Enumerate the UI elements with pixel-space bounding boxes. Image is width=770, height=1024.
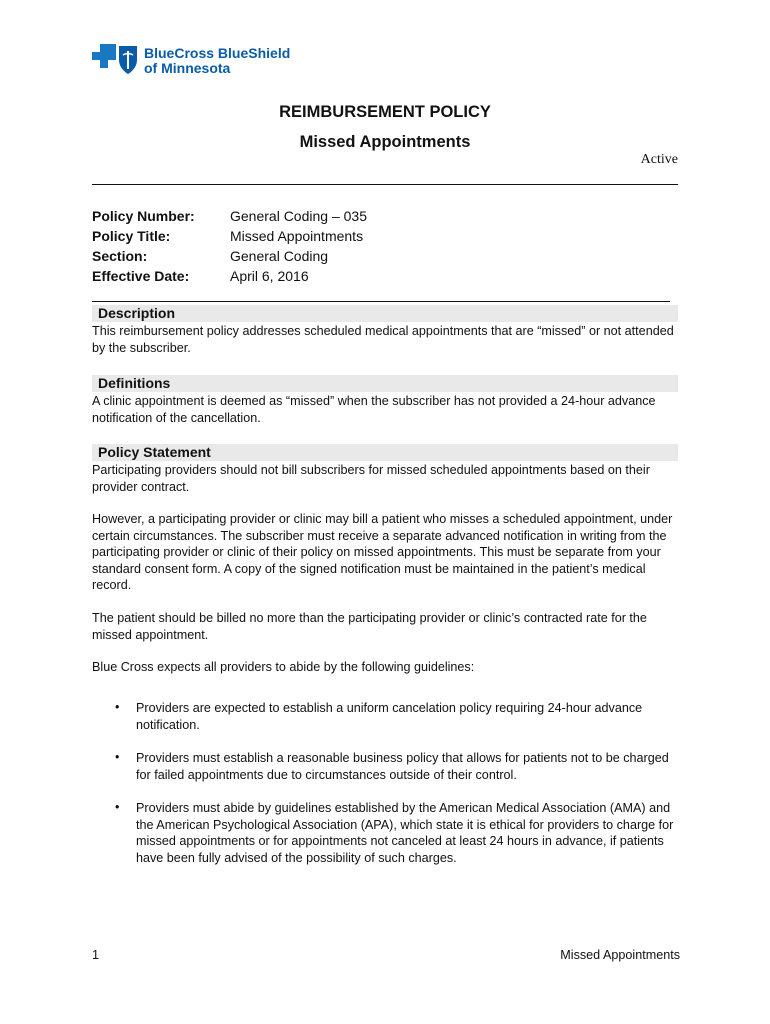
policy-statement-heading: Policy Statement [92,444,678,461]
policy-number-value: General Coding – 035 [230,208,367,224]
effective-date-value: April 6, 2016 [230,268,309,284]
section-value: General Coding [230,248,329,264]
logo-wordmark [144,46,290,76]
page-number: 1 [92,948,100,962]
policy-number-label: Policy Number: [92,208,195,224]
guideline-item: Providers must establish a reasonable business policy that allows for patients not to be charged for failed appointments due to circumstances outside of their control. [136,751,669,782]
policy-statement-paragraph: The patient should be billed no more than the participating provider or clinic’s contracted rate for the missed appointment. [92,611,647,642]
definitions-heading: Definitions [92,375,678,392]
bullet-icon: • [115,800,120,814]
cross-shield-icon [92,42,140,82]
description-text: This reimbursement policy addresses scheduled medical appointments that are “missed” or not attended by the subscriber. [92,324,674,355]
bullet-icon: • [115,700,120,714]
policy-statement-paragraph: However, a participating provider or clinic may bill a patient who misses a scheduled appointment, under certain circumstances. The subscriber must receive a separate advanced notification in writing from the participating provider or clinic of their policy on missed appointments. This must be separate from your standard consent form. A copy of the signed notification must be maintained in the patient’s medical record. [92,512,673,592]
status-label: Active [640,152,678,167]
logo-line-1: BlueCross BlueShield [144,45,291,61]
policy-title-value: Missed Appointments [230,228,364,244]
policy-info-row [92,246,367,266]
description-heading: Description [92,305,678,322]
policy-info-row [92,266,367,286]
guideline-item: Providers must abide by guidelines established by the American Medical Association (AMA) and the American Psychological Association (APA), which state it is ethical for providers to charge for missed appointments or for appointments not canceled at least 24 hours in advance, if patients have been fully advised of the possibility of such charges. [136,801,674,865]
policy-title-label: Policy Title: [92,228,171,244]
logo-line-2: of Minnesota [144,60,231,76]
document-subtitle: Missed Appointments [299,133,471,151]
policy-statement-paragraph: Participating providers should not bill subscribers for missed scheduled appointments based on their provider contract. [92,463,650,494]
bullet-icon: • [115,750,120,764]
effective-date-label: Effective Date: [92,268,190,284]
divider-top [92,184,678,185]
definitions-text: A clinic appointment is deemed as “missed” when the subscriber has not provided a 24-hour advance notification of the cancellation. [92,394,656,425]
divider-info [92,301,670,302]
policy-info-row [92,226,367,246]
footer-title: Missed Appointments [560,948,680,962]
policy-statement-paragraph: Blue Cross expects all providers to abide by the following guidelines: [92,660,475,674]
guideline-item: Providers are expected to establish a uniform cancelation policy requiring 24-hour advance notification. [136,701,643,732]
section-label: Section: [92,248,148,264]
bcbs-logo [92,42,302,88]
document-title: REIMBURSEMENT POLICY [279,103,491,121]
policy-info-row [92,206,367,226]
policy-info [92,206,367,286]
